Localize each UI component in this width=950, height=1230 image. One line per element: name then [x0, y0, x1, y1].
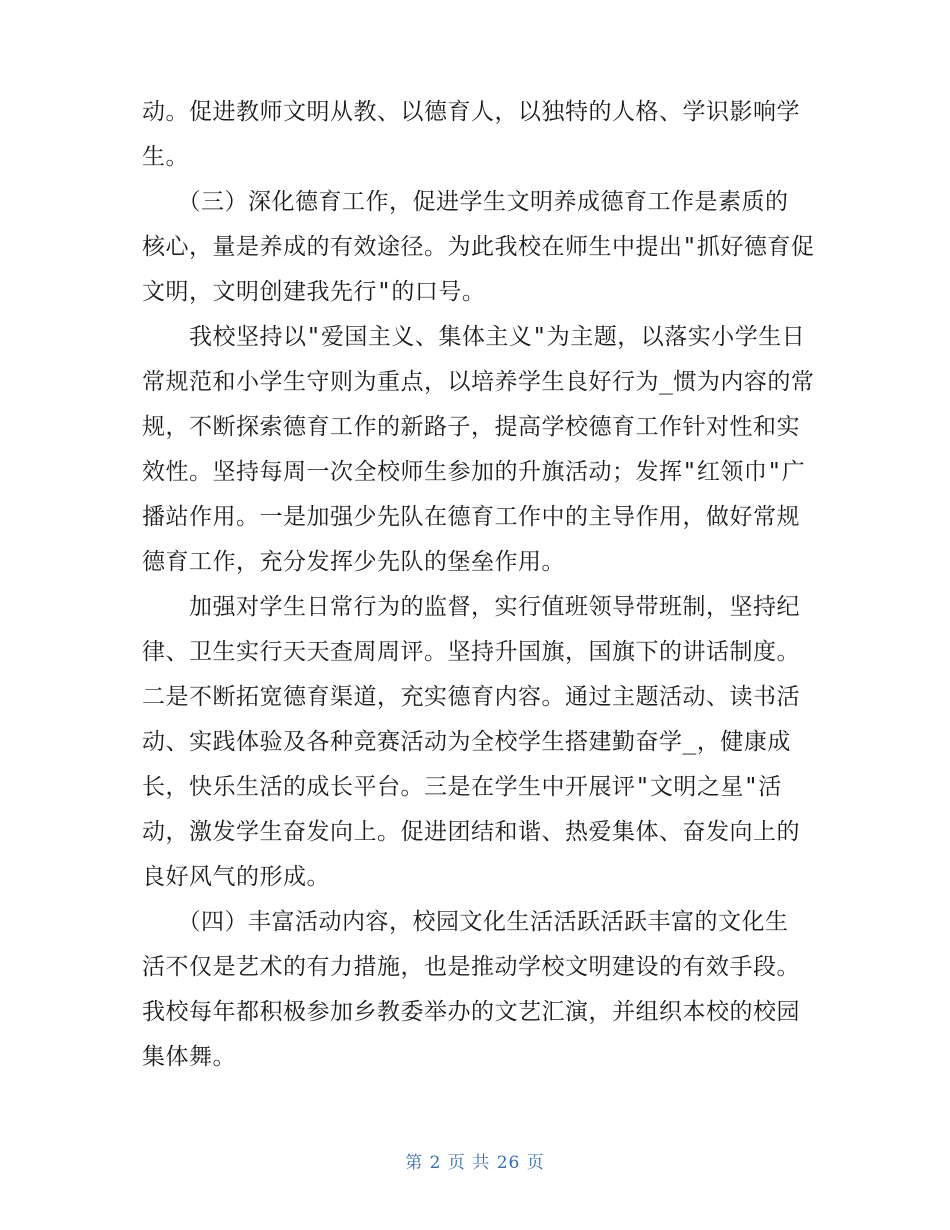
text-line: 集体舞。 [142, 1044, 236, 1070]
text-line: （四）丰富活动内容，校园文化生活活跃活跃丰富的文化生 [142, 909, 789, 935]
text-line: 长，快乐生活的成长平台。三是在学生中开展评"文明之星"活 [142, 774, 782, 800]
text-line: 良好风气的形成。 [142, 864, 330, 890]
text-line: 二是不断拓宽德育渠道，充实德育内容。通过主题活动、读书活 [142, 684, 800, 710]
text-line: 我校每年都积极参加乡教委举办的文艺汇演，并组织本校的校园 [142, 999, 800, 1025]
text-line: 律、卫生实行天天查周周评。坚持升国旗，国旗下的讲话制度。 [142, 639, 800, 665]
text-line: 德育工作，充分发挥少先队的堡垒作用。 [142, 549, 565, 575]
text-line: 加强对学生日常行为的监督，实行值班领导带班制，坚持纪 [142, 594, 800, 620]
document-body [142, 98, 815, 1088]
text-line: 生。 [142, 144, 189, 170]
text-line: 核心，量是养成的有效途径。为此我校在师生中提出"抓好德育促 [142, 234, 815, 260]
text-line: 动、实践体验及各种竞赛活动为全校学生搭建勤奋学_，健康成 [142, 729, 791, 755]
text-line: （三）深化德育工作，促进学生文明养成德育工作是素质的 [142, 189, 789, 215]
page-number-footer: 第 2 页 共 26 页 [405, 1153, 545, 1173]
text-line: 我校坚持以"爱国主义、集体主义"为主题，以落实小学生日 [142, 324, 806, 350]
text-line: 规，不断探索德育工作的新路子，提高学校德育工作针对性和实 [142, 414, 800, 440]
text-line: 文明，文明创建我先行"的口号。 [142, 279, 486, 305]
text-line: 播站作用。一是加强少先队在德育工作中的主导作用，做好常规 [142, 504, 800, 530]
text-line: 动。促进教师文明从教、以德育人，以独特的人格、学识影响学 [142, 99, 800, 125]
text-line: 活不仅是艺术的有力措施，也是推动学校文明建设的有效手段。 [142, 954, 800, 980]
text-line: 动，激发学生奋发向上。促进团结和谐、热爱集体、奋发向上的 [142, 819, 800, 845]
text-line: 效性。坚持每周一次全校师生参加的升旗活动；发挥"红领巾"广 [142, 459, 806, 485]
text-line: 常规范和小学生守则为重点，以培养学生良好行为_惯为内容的常 [142, 369, 815, 395]
